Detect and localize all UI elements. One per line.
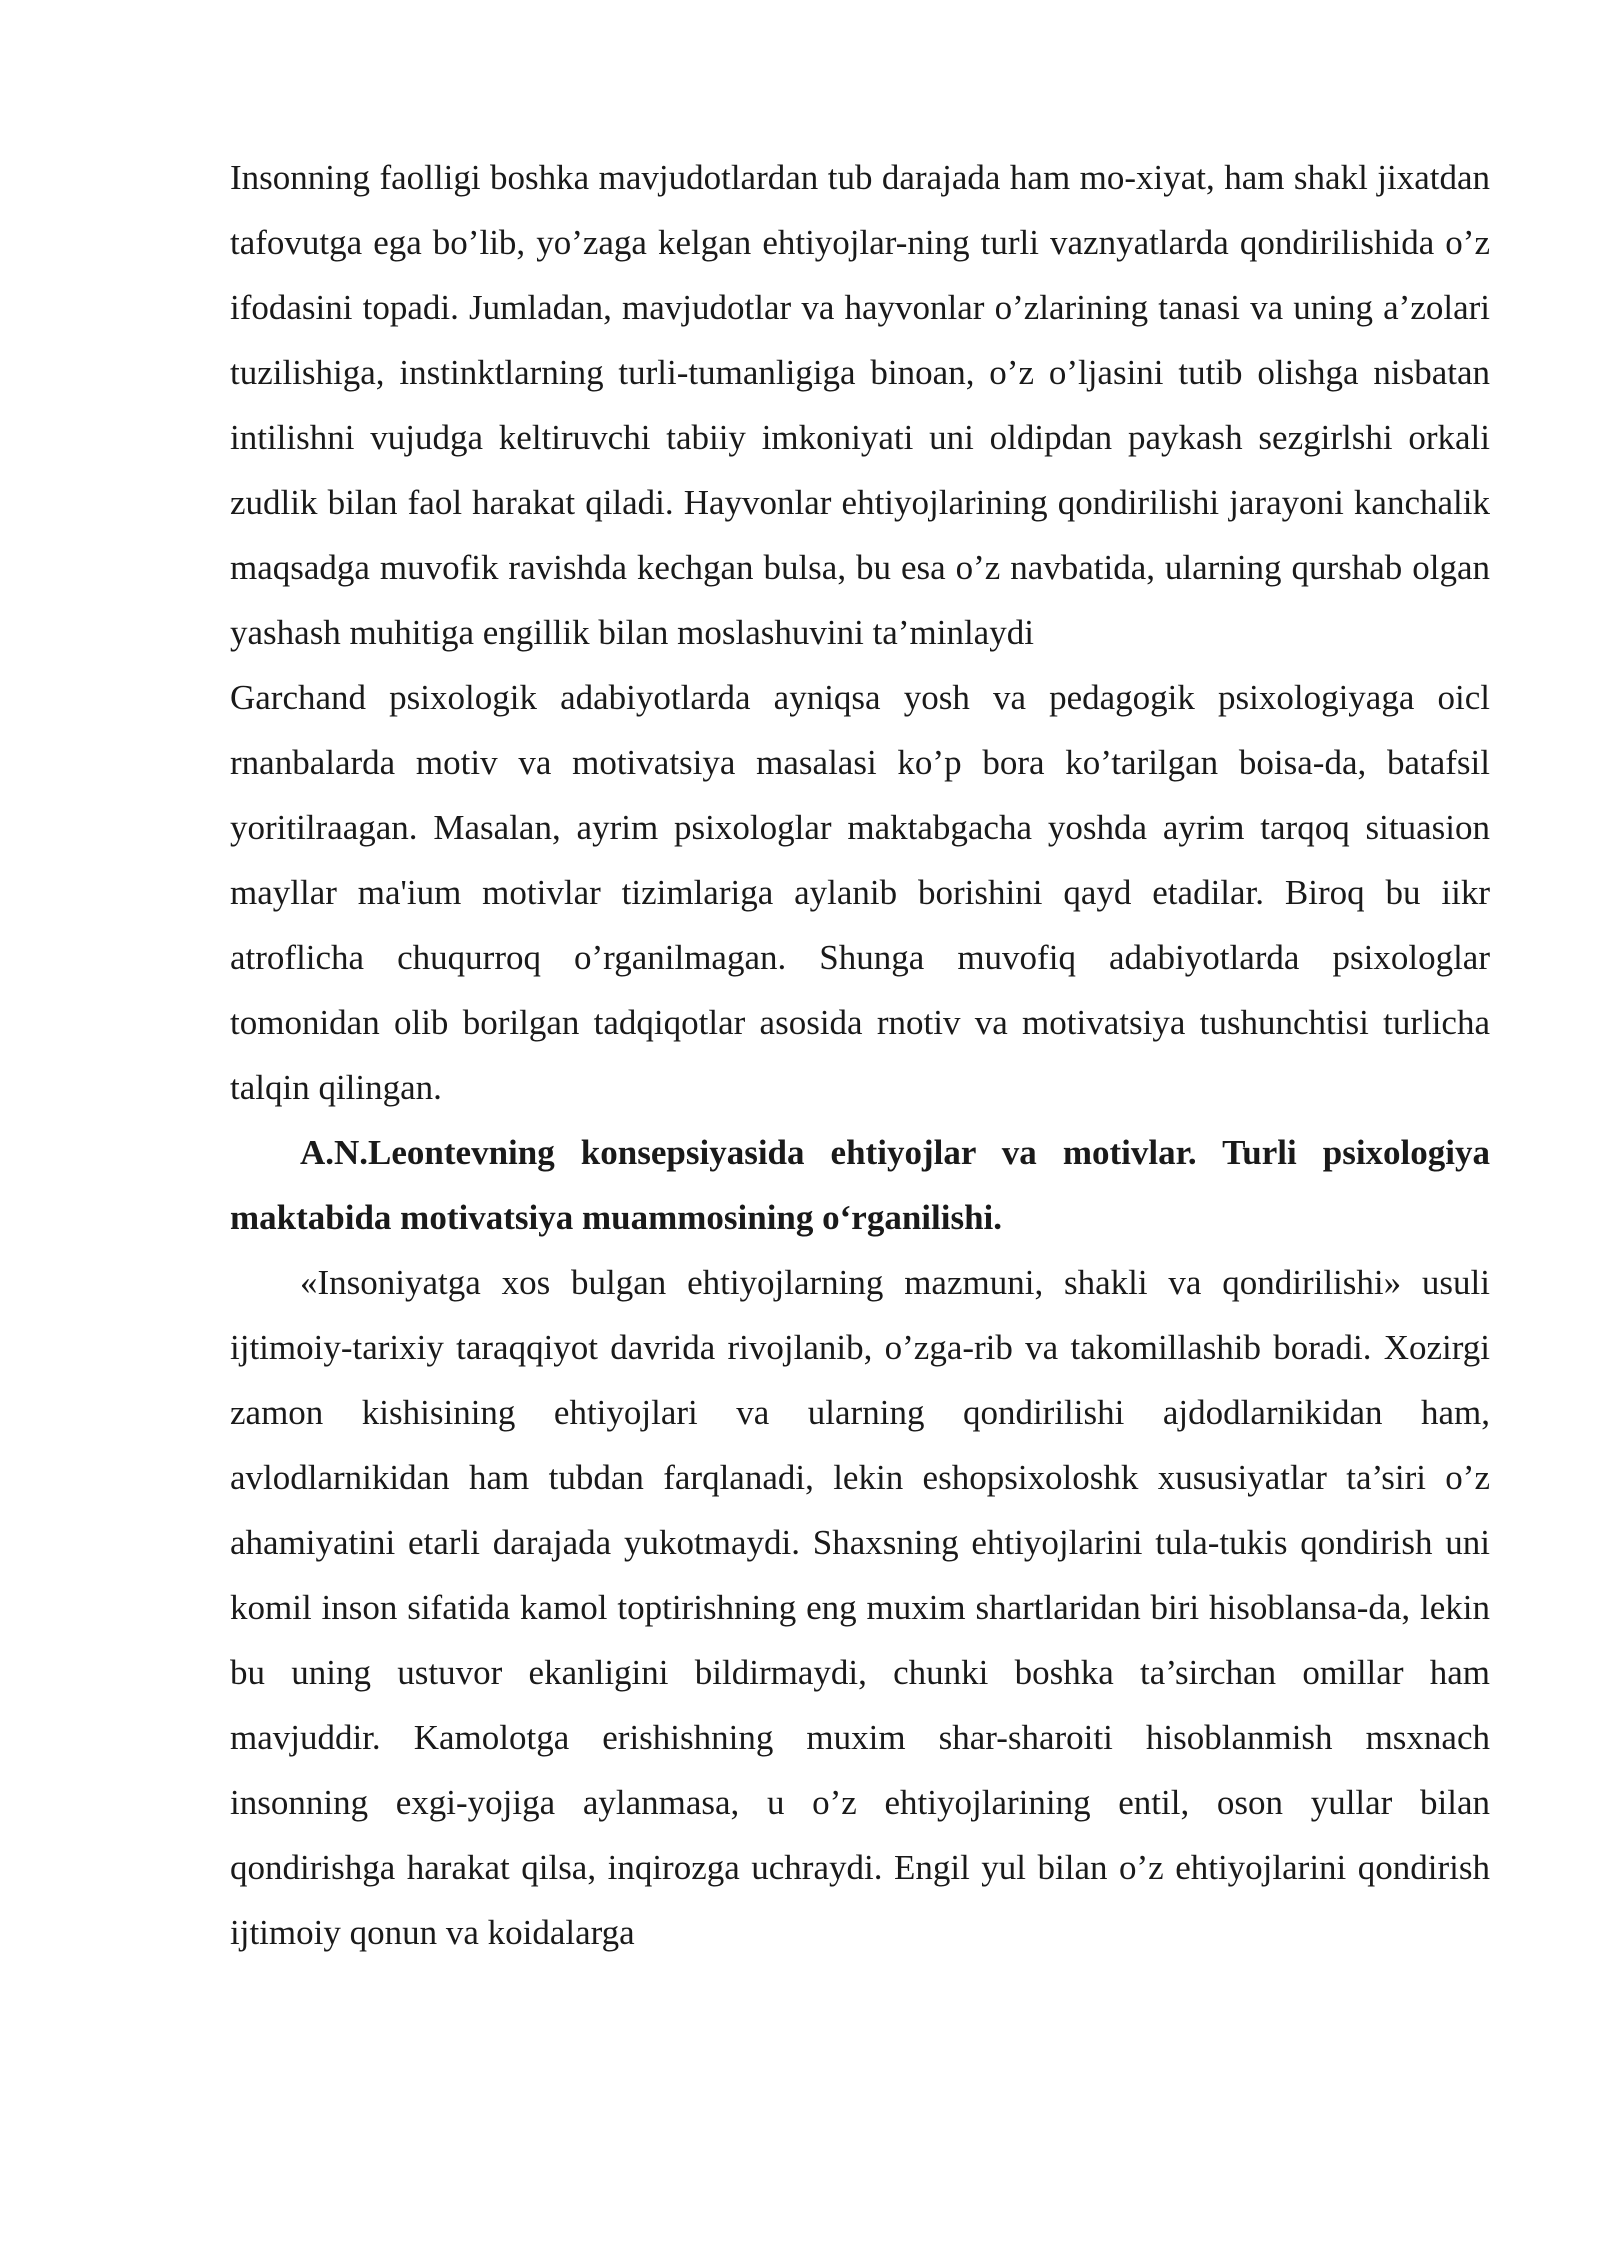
document-body [230,145,1490,1965]
paragraph-psychology-literature: Garchand psixologik adabiyotlarda ayniqsa yosh va pedagogik psixologiyaga oicl rnanbalarda motiv va motivatsiya masalasi ko’p bora ko’tarilgan boisa-da, batafsil yoritilraagan. Masalan, ayrim psixologlar maktabgacha yoshda ayrim tarqoq situasion mayllar ma'ium motivlar tizimlariga aylanib borishini qayd etadilar. Biroq bu iikr atroflicha chuqurroq o’rganilmagan. Shunga muvofiq adabiyotlarda psixologlar tomonidan olib borilgan tadqiqotlar asosida rnotiv va motivatsiya tushunchtisi turlicha talqin qilingan. [230,678,1490,1107]
paragraph-human-needs: «Insoniyatga xos bulgan ehtiyojlarning mazmuni, shakli va qondirilishi» usuli ijtimoiy-tarixiy taraqqiyot davrida rivojlanib, o’zga-rib va takomillashib boradi. Xozirgi zamon kishisining ehtiyojlari va ularning qondirilishi ajdodlarnikidan ham, avlodlarnikidan ham tubdan farqlanadi, lekin eshopsixoloshk xususiyatlar ta’siri o’z ahamiyatini etarli darajada yukotmaydi. Shaxsning ehtiyojlarini tula-tukis qondirish uni komil inson sifatida kamol toptirishning eng muxim shartlaridan biri hisoblansa-da, lekin bu uning ustuvor ekanligini bildirmaydi, chunki boshka ta’sirchan omillar ham mavjuddir. Kamolotga erishishning muxim shar-sharoiti hisoblanmish msxnach insonning exgi-yojiga aylanmasa, u o’z ehtiyojlarining entil, oson yullar bilan qondirishga harakat qilsa, inqirozga uchraydi. Engil yul bilan o’z ehtiyojlarini qondirish ijtimoiy qonun va koidalarga [230,1263,1490,1952]
paragraph-motivation-activity: Insonning faolligi boshka mavjudotlardan tub darajada ham mo-xiyat, ham shakl jixatdan tafovutga ega bo’lib, yo’zaga kelgan ehtiyojlar-ning turli vaznyatlarda qondirilishida o’z ifodasini topadi. Jumladan, mavjudotlar va hayvonlar o’zlarining tanasi va uning a’zolari tuzilishiga, instinktlarning turli-tumanligiga binoan, o’z o’ljasini tutib olishga nisbatan intilishni vujudga keltiruvchi tabiiy imkoniyati uni oldipdan paykash sezgirlshi orkali zudlik bilan faol harakat qiladi. Hayvonlar ehtiyojlarining qondirilishi jarayoni kanchalik maqsadga muvofik ravishda kechgan bulsa, bu esa o’z navbatida, ularning qurshab olgan yashash muhitiga engillik bilan moslashuvini ta’minlaydi [230,158,1490,652]
section-heading: A.N.Leontevning konsepsiyasida ehtiyojlar va motivlar. Turli psixologiya maktabida motivatsiya muammosining oʻrganilishi. [230,1133,1490,1237]
